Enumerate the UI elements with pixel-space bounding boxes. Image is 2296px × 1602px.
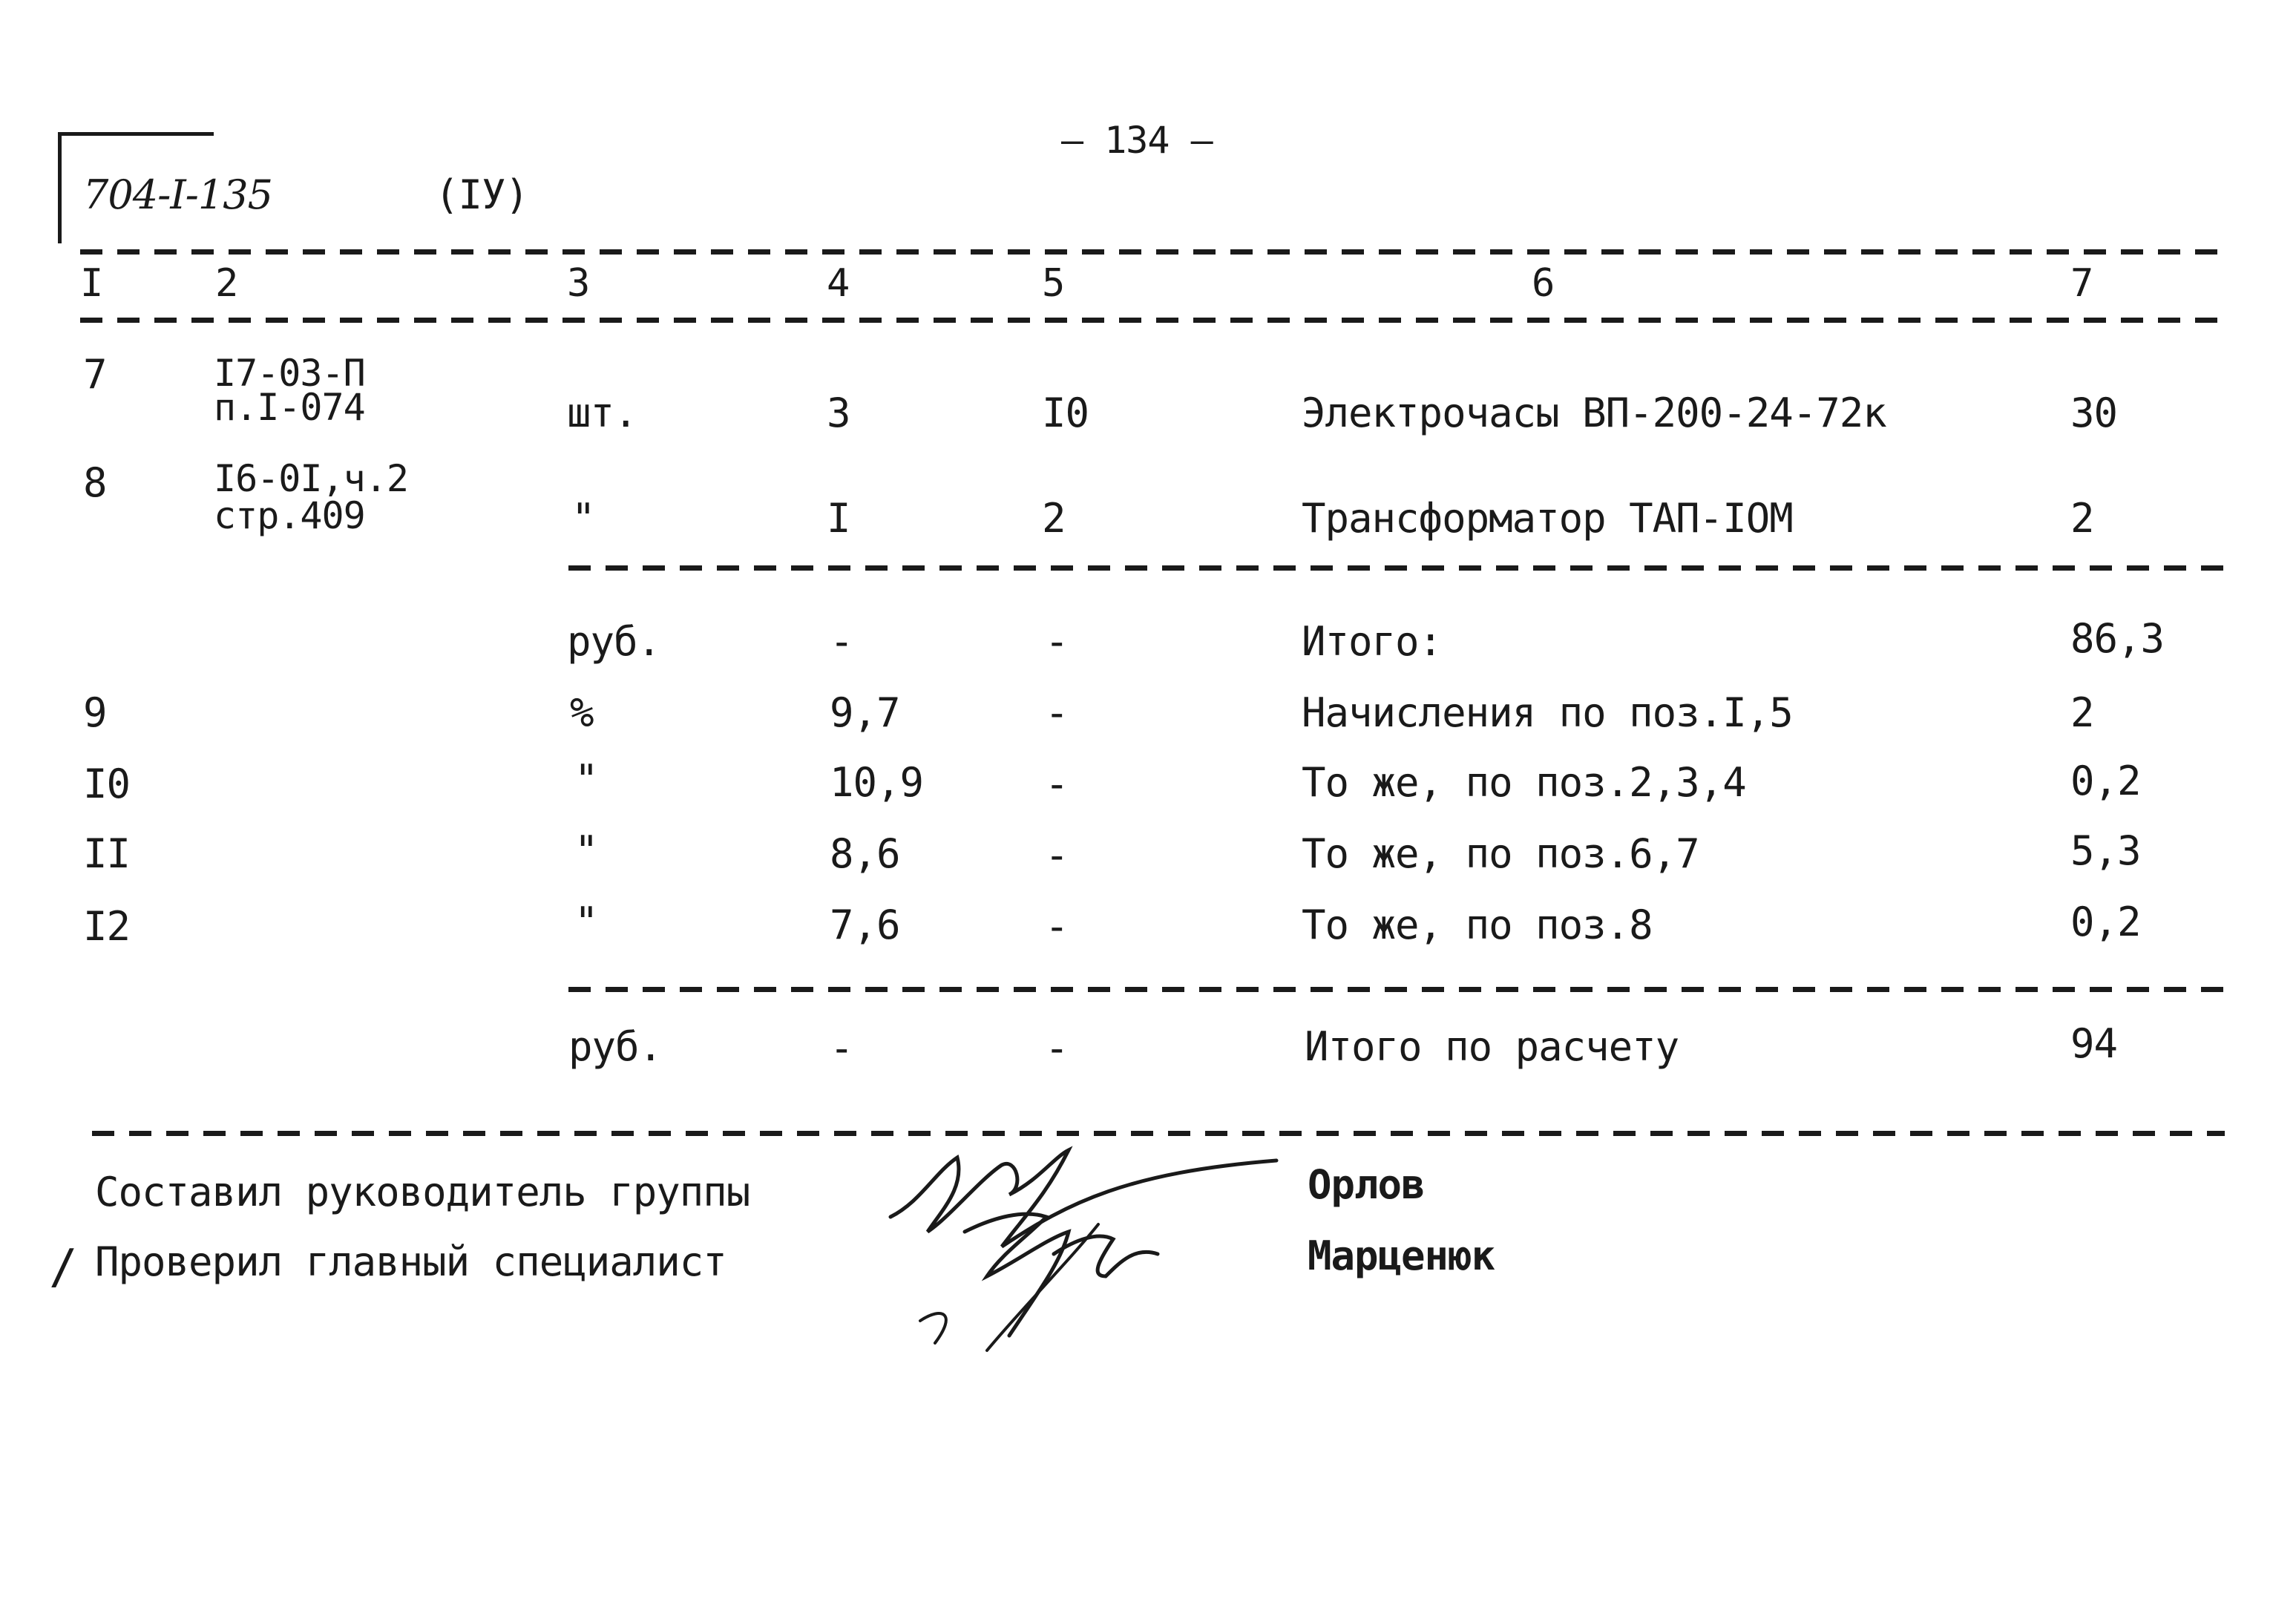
table-row-ref: I7-03-П: [214, 352, 365, 395]
table-row-ref-sub: стр.409: [214, 494, 365, 537]
charge-row-unit: %: [570, 689, 594, 736]
signature-name-checked: Марценюк: [1308, 1232, 1495, 1279]
signature-name-compiled: Орлов: [1308, 1161, 1425, 1208]
charge-row-name: Начисления по поз.I,5: [1302, 689, 1793, 736]
handwritten-signature: [876, 1128, 1291, 1365]
charge-row-col5: -: [1045, 903, 1069, 950]
subtotal-value: 86,3: [2070, 615, 2165, 662]
col-header-2: 2: [215, 261, 238, 306]
charge-row-num: I0: [83, 761, 131, 807]
col-header-6: 6: [1532, 261, 1555, 306]
corner-bracket-left: [58, 132, 62, 243]
charge-row-col5: -: [1045, 761, 1069, 807]
charge-row-value: 0,2: [2070, 758, 2141, 804]
charge-row-rate: 9,7: [830, 689, 900, 736]
table-row-num: 8: [83, 459, 107, 506]
charge-row-name: То же, по поз.2,3,4: [1302, 759, 1746, 806]
table-row-value: 2: [2070, 495, 2094, 542]
col-header-5: 5: [1042, 261, 1065, 306]
divider-total: [568, 987, 2225, 992]
table-row-col5: I0: [1042, 390, 1089, 436]
charge-row-rate: 8,6: [830, 830, 900, 877]
col-header-3: 3: [567, 261, 590, 306]
divider-header: [80, 318, 2225, 323]
charge-row-num: I2: [83, 903, 131, 950]
charge-row-num: II: [83, 830, 131, 877]
col-header-1: I: [80, 261, 103, 306]
table-row-name: Трансформатор ТАП-IOM: [1302, 495, 1793, 542]
table-row-col4: I: [827, 495, 850, 542]
signature-role-checked: Проверил главный специалист: [95, 1238, 726, 1285]
check-mark: /: [49, 1240, 77, 1295]
table-row-unit: шт.: [567, 390, 637, 436]
subtotal-label: Итого:: [1302, 618, 1443, 665]
charge-row-unit: ": [574, 899, 598, 945]
table-row-value: 30: [2070, 390, 2118, 436]
charge-row-col5: -: [1045, 832, 1069, 879]
charge-row-value: 2: [2070, 689, 2094, 736]
table-row-name: Электрочасы ВП-200-24-72к: [1302, 390, 1886, 436]
subtotal-col4: -: [830, 618, 853, 665]
col-header-7: 7: [2070, 261, 2093, 306]
subtotal-col5: -: [1045, 618, 1069, 665]
corner-bracket-top: [58, 132, 214, 136]
charge-row-value: 0,2: [2070, 899, 2141, 945]
table-row-ref-sub: п.I-074: [214, 386, 365, 429]
charge-row-value: 5,3: [2070, 827, 2141, 874]
doc-code: 704-I-135: [83, 171, 272, 218]
divider-top: [80, 249, 2225, 255]
total-value: 94: [2070, 1020, 2118, 1067]
table-row-ref: I6-0I,ч.2: [214, 457, 408, 500]
signature-role-compiled: Составил руководитель группы: [95, 1169, 750, 1215]
charge-row-unit: ": [574, 756, 598, 803]
divider-subtotal: [568, 565, 2225, 571]
total-label: Итого по расчету: [1305, 1023, 1679, 1070]
charge-row-name: То же, по поз.6,7: [1302, 830, 1699, 877]
page-number: — 134 —: [1061, 119, 1213, 162]
table-row-num: 7: [83, 351, 107, 398]
total-unit: руб.: [568, 1023, 663, 1070]
total-col5: -: [1045, 1025, 1069, 1071]
subtotal-unit: руб.: [567, 618, 661, 665]
charge-row-rate: 10,9: [830, 759, 924, 806]
charge-row-rate: 7,6: [830, 902, 900, 948]
charge-row-unit: ": [574, 827, 598, 874]
table-row-col4: 3: [827, 390, 850, 436]
table-row-unit: ": [571, 495, 595, 542]
charge-row-name: То же, по поз.8: [1302, 902, 1653, 948]
charge-row-num: 9: [83, 689, 107, 736]
table-row-col5: 2: [1042, 495, 1066, 542]
total-col4: -: [830, 1025, 853, 1071]
doc-section: (IУ): [435, 171, 529, 218]
charge-row-col5: -: [1045, 689, 1069, 736]
col-header-4: 4: [827, 261, 850, 306]
